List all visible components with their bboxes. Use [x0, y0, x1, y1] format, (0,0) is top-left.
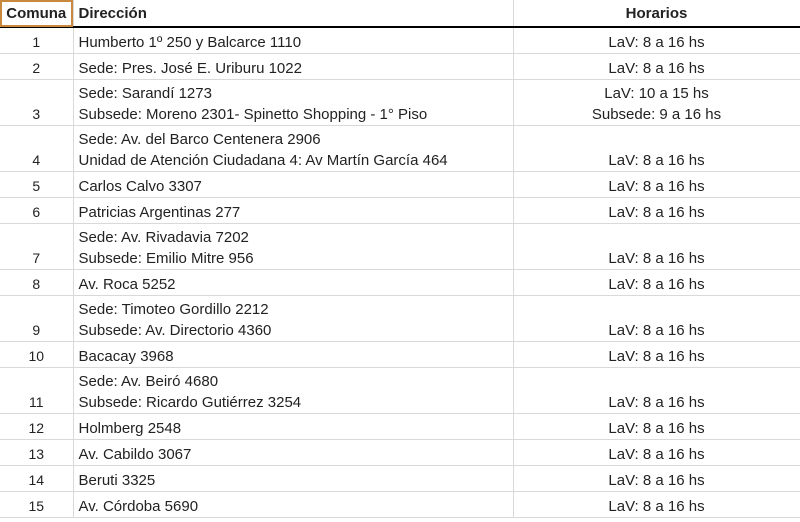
- horarios-line: Subsede: 9 a 16 hs: [591, 106, 722, 123]
- direccion-line: Patricias Argentinas 277: [78, 204, 241, 221]
- horarios-line: LaV: 8 a 16 hs: [608, 446, 705, 463]
- horarios-line: LaV: 8 a 16 hs: [608, 34, 705, 51]
- direccion-line: Av. Córdoba 5690: [78, 498, 199, 515]
- direccion-cell[interactable]: [73, 270, 513, 296]
- direccion-line: Subsede: Ricardo Gutiérrez 3254: [78, 394, 302, 411]
- comuna-number[interactable]: 7: [0, 224, 73, 270]
- comuna-number[interactable]: 14: [0, 466, 73, 492]
- horarios-line: LaV: 8 a 16 hs: [608, 348, 705, 365]
- direccion-line: Bacacay 3968: [78, 348, 174, 365]
- direccion-cell[interactable]: [73, 466, 513, 492]
- horarios-cell[interactable]: [513, 440, 800, 466]
- horarios-line: LaV: 8 a 16 hs: [608, 420, 705, 437]
- direccion-cell[interactable]: [73, 224, 513, 270]
- table-row: [0, 27, 800, 54]
- direccion-line: Sede: Timoteo Gordillo 2212: [78, 301, 269, 318]
- direccion-cell[interactable]: [73, 80, 513, 126]
- comuna-number[interactable]: 9: [0, 296, 73, 342]
- direccion-cell[interactable]: [73, 492, 513, 518]
- direccion-cell[interactable]: [73, 198, 513, 224]
- direccion-line: Sede: Pres. José E. Uriburu 1022: [78, 60, 302, 77]
- table-row: [0, 126, 800, 172]
- horarios-line: LaV: 8 a 16 hs: [608, 322, 705, 339]
- comuna-number[interactable]: 13: [0, 440, 73, 466]
- header-direccion[interactable]: Dirección: [73, 0, 513, 27]
- direccion-line: Av. Cabildo 3067: [78, 446, 192, 463]
- direccion-line: Holmberg 2548: [78, 420, 182, 437]
- table-row: [0, 342, 800, 368]
- table-row: [0, 368, 800, 414]
- direccion-cell[interactable]: [73, 126, 513, 172]
- horarios-cell[interactable]: [513, 224, 800, 270]
- direccion-cell[interactable]: [73, 172, 513, 198]
- comuna-number[interactable]: 15: [0, 492, 73, 518]
- header-comuna[interactable]: Comuna: [0, 0, 73, 27]
- direccion-line: Unidad de Atención Ciudadana 4: Av Martín García 464: [78, 152, 448, 169]
- direccion-cell[interactable]: [73, 54, 513, 80]
- direccion-line: Av. Roca 5252: [78, 276, 176, 293]
- comuna-number[interactable]: 3: [0, 80, 73, 126]
- horarios-cell[interactable]: [513, 80, 800, 126]
- comuna-number[interactable]: 6: [0, 198, 73, 224]
- horarios-line: LaV: 8 a 16 hs: [608, 276, 705, 293]
- direccion-line: Carlos Calvo 3307: [78, 178, 202, 195]
- comuna-number[interactable]: 12: [0, 414, 73, 440]
- direccion-line: Subsede: Moreno 2301- Spinetto Shopping - 1° Piso: [78, 106, 428, 123]
- comuna-number[interactable]: 4: [0, 126, 73, 172]
- horarios-cell[interactable]: [513, 27, 800, 54]
- horarios-cell[interactable]: [513, 126, 800, 172]
- header-row: [0, 0, 800, 27]
- horarios-cell[interactable]: [513, 54, 800, 80]
- comuna-number[interactable]: 10: [0, 342, 73, 368]
- horarios-cell[interactable]: [513, 296, 800, 342]
- table-row: [0, 224, 800, 270]
- table-row: [0, 466, 800, 492]
- direccion-line: Sede: Sarandí 1273: [78, 85, 212, 102]
- horarios-line: LaV: 8 a 16 hs: [608, 60, 705, 77]
- horarios-line: LaV: 8 a 16 hs: [608, 250, 705, 267]
- table-row: [0, 198, 800, 224]
- comuna-number[interactable]: 2: [0, 54, 73, 80]
- horarios-cell[interactable]: [513, 270, 800, 296]
- horarios-line: LaV: 8 a 16 hs: [608, 394, 705, 411]
- horarios-line: LaV: 8 a 16 hs: [608, 204, 705, 221]
- direccion-cell[interactable]: [73, 414, 513, 440]
- horarios-cell[interactable]: [513, 414, 800, 440]
- direccion-line: Subsede: Emilio Mitre 956: [78, 250, 254, 267]
- table-row: [0, 414, 800, 440]
- comuna-number[interactable]: 11: [0, 368, 73, 414]
- horarios-cell[interactable]: [513, 198, 800, 224]
- direccion-cell[interactable]: [73, 368, 513, 414]
- direccion-cell[interactable]: [73, 342, 513, 368]
- horarios-cell[interactable]: [513, 492, 800, 518]
- horarios-cell[interactable]: [513, 342, 800, 368]
- table-row: [0, 440, 800, 466]
- horarios-line: LaV: 8 a 16 hs: [608, 498, 705, 515]
- header-horarios[interactable]: Horarios: [513, 0, 800, 27]
- horarios-line: LaV: 8 a 16 hs: [608, 178, 705, 195]
- comuna-number[interactable]: 5: [0, 172, 73, 198]
- table-row: [0, 54, 800, 80]
- horarios-line: LaV: 8 a 16 hs: [608, 472, 705, 489]
- horarios-line: LaV: 8 a 16 hs: [608, 152, 705, 169]
- direccion-cell[interactable]: [73, 27, 513, 54]
- horarios-line: LaV: 10 a 15 hs: [604, 85, 709, 102]
- direccion-line: Sede: Av. Beiró 4680: [78, 373, 219, 390]
- horarios-cell[interactable]: [513, 466, 800, 492]
- table-row: [0, 492, 800, 518]
- table-row: [0, 172, 800, 198]
- direccion-line: Sede: Av. Rivadavia 7202: [78, 229, 249, 246]
- horarios-cell[interactable]: [513, 368, 800, 414]
- comuna-number[interactable]: 8: [0, 270, 73, 296]
- direccion-line: Sede: Av. del Barco Centenera 2906: [78, 131, 321, 148]
- direccion-cell[interactable]: [73, 440, 513, 466]
- direccion-line: Beruti 3325: [78, 472, 156, 489]
- direccion-line: Humberto 1º 250 y Balcarce 1110: [78, 34, 302, 51]
- table-row: [0, 80, 800, 126]
- table-body: [0, 27, 800, 518]
- direccion-line: Subsede: Av. Directorio 4360: [78, 322, 272, 339]
- direccion-cell[interactable]: [73, 296, 513, 342]
- table-row: [0, 296, 800, 342]
- horarios-cell[interactable]: [513, 172, 800, 198]
- comuna-number[interactable]: 1: [0, 27, 73, 54]
- table-row: [0, 270, 800, 296]
